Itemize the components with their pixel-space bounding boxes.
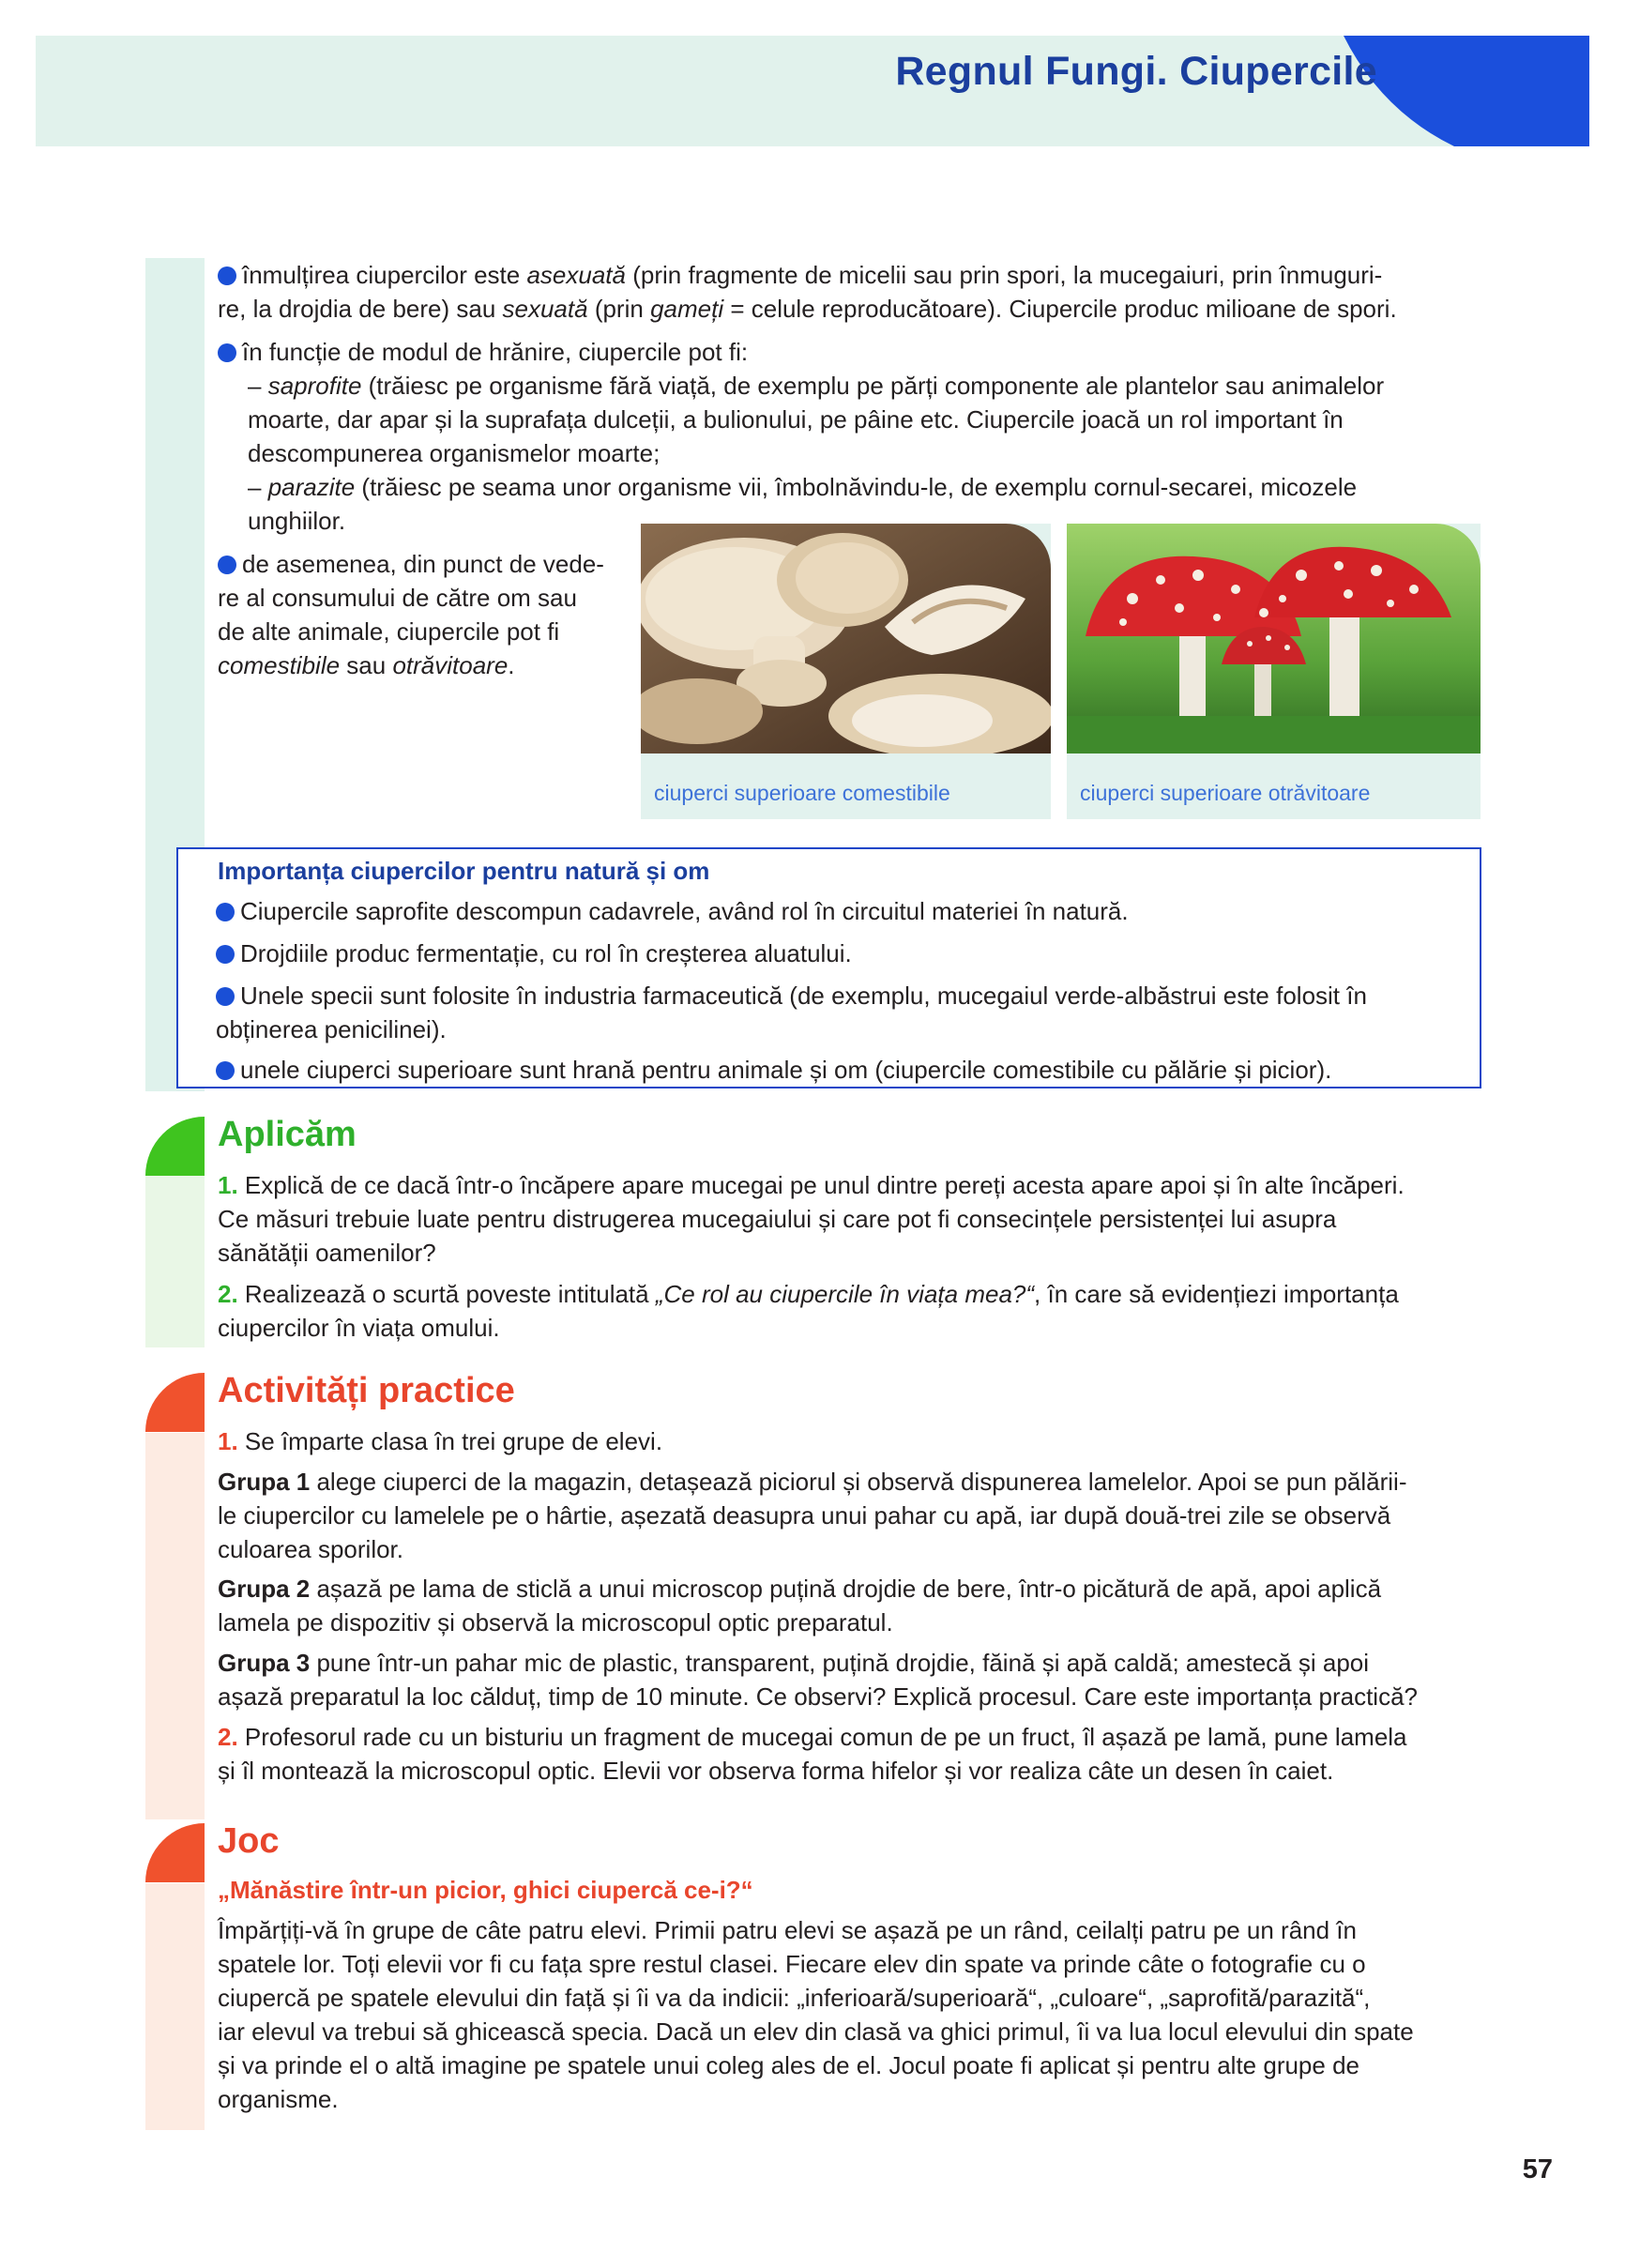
bullet-icon bbox=[216, 903, 235, 921]
section-title-activitati: Activități practice bbox=[218, 1371, 515, 1410]
side-stripe-orange-joc bbox=[145, 1883, 205, 2130]
intro-bullet-1: înmulțirea ciupercilor este asexuată (prin fragmente de micelii sau prin spori, la mucegaiuri, prin înmuguri- re, la drojdia de bere) sau sexuată (prin gameți = celule reproducătoare). Ciupercile produc milioane de spori. bbox=[218, 261, 1397, 323]
bullet-icon bbox=[216, 1061, 235, 1080]
importance-item: Unele specii sunt folosite în industria farmaceutică (de exemplu, mucegaiul verde-albăstrui este folosit în obținerea penicilinei). bbox=[216, 982, 1367, 1043]
section-marker-orange-joc bbox=[145, 1823, 205, 1882]
section-marker-orange bbox=[145, 1373, 205, 1432]
joc-body: Împărțiți-vă în grupe de câte patru elevi. Primii patru elevi se așază pe un rând, ceilalți patru pe un rând în spatele lor. Toți elevii vor fi cu fața spre restul clasei. Fiecare elev din spate va prinde câte o fotografie cu o ciupercă pe spatele elevului din față și îi va da indicii: „inferioară/superioară“, „culoare“, „saprofită/parazită“, iar elevul va trebui să ghicească specia. Dacă un elev din clasă va ghici primul, îi va lua locul elevului din spate și va prinde el o altă imagine pe spatele unui coleg ales de el. Jocul poate fi aplicat și pentru alte grupe de organisme. bbox=[218, 1916, 1414, 2113]
aplicam-question-1: 1. Explică de ce dacă într-o încăpere apare mucegai pe unul dintre pereți acesta apare apoi și în alte încăperi. Ce măsuri trebuie luate pentru distrugerea mucegaiului și care pot fi consecințele persistenței lui asupra sănătății oamenilor? bbox=[218, 1171, 1405, 1267]
image-card-poisonous bbox=[1067, 524, 1481, 819]
activitati-item-1: 1. Se împarte clasa în trei grupe de elevi. bbox=[218, 1427, 663, 1455]
image-caption-edible: ciuperci superioare comestibile bbox=[654, 781, 950, 805]
importance-item: Drojdiile produc fermentație, cu rol în creșterea aluatului. bbox=[216, 936, 1473, 970]
section-marker-green bbox=[145, 1117, 205, 1176]
intro-bullet-3: de asemenea, din punct de vede- re al consumului de către om sau de alte animale, ciupercile pot fi comestibile sau otrăvitoare. bbox=[218, 550, 604, 679]
image-card-edible bbox=[641, 524, 1051, 819]
section-title-aplicam: Aplicăm bbox=[218, 1115, 357, 1154]
edible-mushrooms-photo bbox=[641, 524, 1051, 753]
bullet-icon bbox=[216, 987, 235, 1006]
bullet-icon bbox=[216, 945, 235, 964]
page-title: Regnul Fungi. Ciupercile bbox=[895, 49, 1377, 94]
bullet-icon bbox=[218, 343, 236, 362]
page-number: 57 bbox=[1522, 2154, 1553, 2184]
importance-item: Ciupercile saprofite descompun cadavrele, având rol în circuitul materiei în natură. bbox=[216, 894, 1473, 928]
importance-title: Importanța ciupercilor pentru natură și om bbox=[218, 857, 710, 885]
section-title-joc: Joc bbox=[218, 1821, 280, 1861]
importance-box bbox=[176, 847, 1481, 1088]
poisonous-mushrooms-photo bbox=[1067, 524, 1481, 753]
bullet-icon bbox=[218, 266, 236, 285]
joc-subtitle: „Mănăstire într-un picior, ghici ciupercă ce-i?“ bbox=[218, 1876, 753, 1904]
side-stripe-orange bbox=[145, 1433, 205, 1819]
parazite-item: – parazite (trăiesc pe seama unor organisme vii, îmbolnăvindu-le, de exemplu cornul-secarei, micozele unghiilor. bbox=[248, 473, 1358, 535]
bullet-icon bbox=[218, 556, 236, 574]
grupa-3: Grupa 3 pune într-un pahar mic de plastic, transparent, puțină drojdie, făină și apă caldă; amestecă și apoi așază preparatul la loc călduț, timp de 10 minute. Ce observi? Explică procesul. Care este importanța practică? bbox=[218, 1649, 1418, 1711]
header-corner-shape bbox=[1344, 36, 1589, 146]
activitati-item-2: 2. Profesorul rade cu un bisturiu un fragment de mucegai comun de pe un fruct, îl așază pe lamă, pune lamela și îl montează la microscopul optic. Elevii vor observa forma hifelor și vor realiza câte un desen în caiet. bbox=[218, 1723, 1407, 1785]
grupa-2: Grupa 2 așază pe lama de sticlă a unui microscop puțină drojdie de bere, într-o picătură de apă, apoi aplică lamela pe dispozitiv și observă la microscopul optic preparatul. bbox=[218, 1575, 1382, 1636]
saprofite-item: – saprofite (trăiesc pe organisme fără viață, de exemplu pe părți componente ale plantelor sau animalelor moarte, dar apar și la suprafața dulceții, a bulionului, pe pâine etc. Ciupercile joacă un rol important în descompunerea organismelor moarte; bbox=[248, 372, 1385, 467]
intro-bullet-2: în funcție de modul de hrănire, ciupercile pot fi: bbox=[218, 335, 1481, 369]
image-caption-poisonous: ciuperci superioare otrăvitoare bbox=[1080, 781, 1371, 805]
side-stripe-green bbox=[145, 1176, 205, 1347]
importance-item: unele ciuperci superioare sunt hrană pentru animale și om (ciupercile comestibile cu pălărie și picior). bbox=[216, 1053, 1473, 1087]
grupa-1: Grupa 1 alege ciuperci de la magazin, detașează piciorul și observă dispunerea lamelelor. Apoi se pun pălării- le ciupercilor cu lamelele pe o hârtie, așezată deasupra unui pahar cu apă, iar după două-trei zile se observă culoarea sporilor. bbox=[218, 1468, 1407, 1563]
aplicam-question-2: 2. Realizează o scurtă poveste intitulată „Ce rol au ciupercile în viața mea?“, în care să evidențiezi importanța ciupercilor în viața omului. bbox=[218, 1280, 1399, 1342]
